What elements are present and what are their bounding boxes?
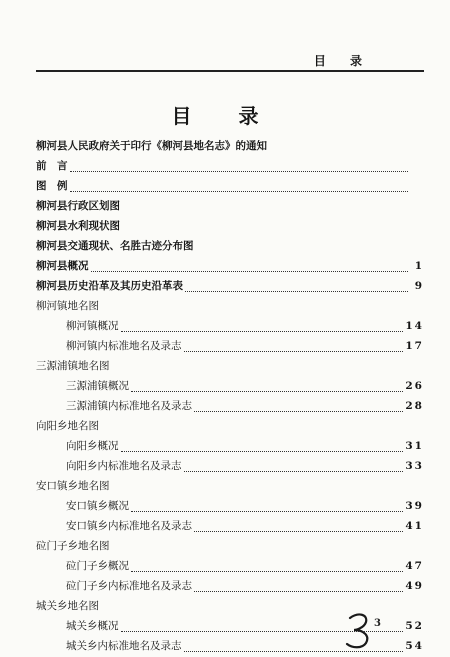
dot-leader xyxy=(112,479,409,491)
toc-entry-title: 城关乡内标准地名及录志 xyxy=(66,640,182,652)
dot-leader xyxy=(131,379,403,392)
toc-entry-title: 向阳乡内标准地名及录志 xyxy=(66,460,182,472)
toc-entry-page: 54 xyxy=(405,640,424,652)
toc-entry-title: 图 例 xyxy=(36,180,68,192)
dot-leader xyxy=(101,419,408,431)
toc-entry-page: 52 xyxy=(405,620,424,632)
toc-entry xyxy=(36,336,424,356)
header-rule xyxy=(36,70,424,72)
toc-entry xyxy=(36,516,424,536)
toc-entry-page: 28 xyxy=(405,400,424,412)
toc-entry-title: 向阳乡概况 xyxy=(66,440,119,452)
toc-entry xyxy=(36,476,424,496)
dot-leader xyxy=(131,559,403,572)
dot-leader xyxy=(70,159,409,172)
toc-entry xyxy=(36,136,424,156)
toc-entry-title: 城关乡地名图 xyxy=(36,600,99,612)
toc-entry xyxy=(36,456,424,476)
dot-leader xyxy=(194,399,403,412)
toc-entry xyxy=(36,356,424,376)
toc-entry xyxy=(36,176,424,196)
toc-entry-page: 26 xyxy=(405,380,424,392)
toc-entry-title: 安口镇乡内标准地名及录志 xyxy=(66,520,192,532)
toc-entry-title: 砬门子乡概况 xyxy=(66,560,129,572)
dot-leader xyxy=(194,579,403,592)
handwritten-page-number xyxy=(347,615,367,648)
toc-entry-title: 柳河县水利现状图 xyxy=(36,220,120,232)
toc-entry xyxy=(36,296,424,316)
toc-entry-page: 14 xyxy=(405,320,424,332)
toc-entry-title: 三源浦镇内标准地名及录志 xyxy=(66,400,192,412)
dot-leader xyxy=(194,519,403,532)
toc-entry-page: 41 xyxy=(405,520,424,532)
dot-leader xyxy=(112,359,409,371)
toc-entry xyxy=(36,216,424,236)
dot-leader xyxy=(122,219,408,231)
toc-entry-title: 柳河县人民政府关于印行《柳河县地名志》的通知 xyxy=(36,140,267,152)
toc-entry xyxy=(36,276,424,296)
toc-entry-page: 1 xyxy=(414,260,424,272)
toc-entry-page: 31 xyxy=(405,440,424,452)
toc-entry-title: 三源浦镇地名图 xyxy=(36,360,110,372)
table-of-contents xyxy=(36,136,424,656)
toc-entry-page: 47 xyxy=(405,560,424,572)
toc-entry-title: 柳河县历史沿革及其历史沿革表 xyxy=(36,280,183,292)
toc-entry-title: 柳河县概况 xyxy=(36,260,89,272)
toc-entry-title: 城关乡概况 xyxy=(66,620,119,632)
page-title: 目 录 xyxy=(171,104,279,128)
toc-entry-title: 向阳乡地名图 xyxy=(36,420,99,432)
dot-leader xyxy=(70,179,409,192)
toc-entry xyxy=(36,316,424,336)
dot-leader xyxy=(196,239,409,251)
toc-entry-page: 17 xyxy=(405,340,424,352)
toc-entry xyxy=(36,196,424,216)
toc-entry-title: 柳河县交通现状、名胜古迹分布图 xyxy=(36,240,194,252)
dot-leader xyxy=(101,299,408,311)
toc-entry xyxy=(36,236,424,256)
toc-entry xyxy=(36,576,424,596)
printed-page-number: 3 xyxy=(374,618,381,629)
toc-entry xyxy=(36,496,424,516)
dot-leader xyxy=(184,459,404,472)
toc-entry-page: 9 xyxy=(414,280,424,292)
toc-entry-title: 安口镇乡地名图 xyxy=(36,480,110,492)
toc-entry xyxy=(36,416,424,436)
dot-leader xyxy=(185,279,408,292)
dot-leader xyxy=(184,339,404,352)
dot-leader xyxy=(131,499,403,512)
toc-entry xyxy=(36,256,424,276)
toc-entry-title: 柳河镇地名图 xyxy=(36,300,99,312)
running-header: 目 录 xyxy=(313,54,372,68)
toc-entry-page: 39 xyxy=(405,500,424,512)
toc-entry xyxy=(36,396,424,416)
toc-entry-title: 柳河镇内标准地名及录志 xyxy=(66,340,182,352)
dot-leader xyxy=(121,319,404,332)
toc-entry-title: 安口镇乡概况 xyxy=(66,500,129,512)
dot-leader xyxy=(269,139,408,151)
toc-entry xyxy=(36,556,424,576)
toc-entry xyxy=(36,156,424,176)
toc-entry-page: 49 xyxy=(405,580,424,592)
toc-entry-title: 前 言 xyxy=(36,160,68,172)
toc-entry-title: 柳河县行政区划图 xyxy=(36,200,120,212)
toc-entry-page: 33 xyxy=(405,460,424,472)
toc-entry xyxy=(36,436,424,456)
dot-leader xyxy=(122,199,408,211)
toc-entry xyxy=(36,536,424,556)
dot-leader xyxy=(112,539,409,551)
toc-entry-title: 砬门子乡地名图 xyxy=(36,540,110,552)
toc-entry-title: 三源浦镇概况 xyxy=(66,380,129,392)
toc-entry-title: 柳河镇概况 xyxy=(66,320,119,332)
toc-entry-title: 砬门子乡内标准地名及录志 xyxy=(66,580,192,592)
page-number xyxy=(344,610,404,650)
dot-leader xyxy=(121,439,404,452)
dot-leader xyxy=(91,259,409,272)
toc-entry xyxy=(36,376,424,396)
